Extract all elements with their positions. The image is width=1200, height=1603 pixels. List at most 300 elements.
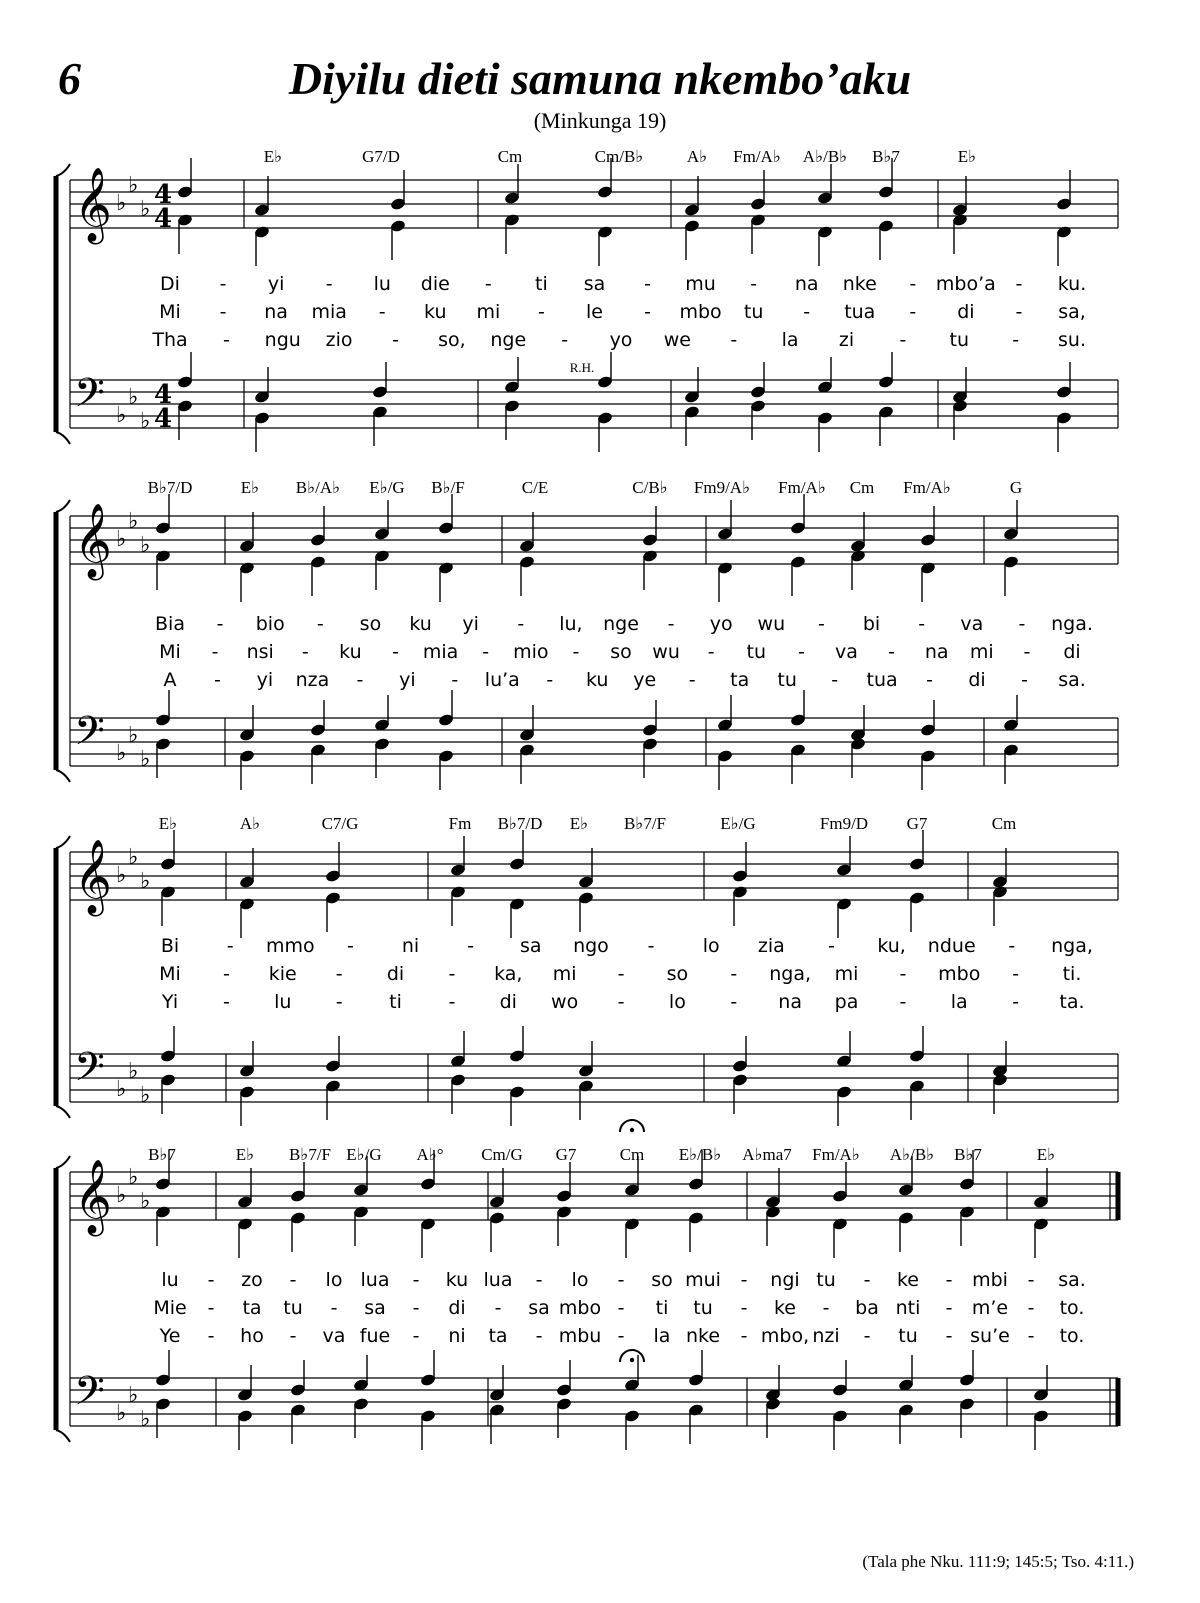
- lyric-syllable: su’e: [970, 1325, 1010, 1347]
- lyric-syllable: -: [831, 669, 839, 691]
- lyric-syllable: -: [325, 273, 333, 295]
- lyric-syllable: -: [909, 273, 917, 295]
- lyric-syllable: sa,: [1058, 301, 1086, 323]
- lyric-syllable: mi: [834, 963, 859, 985]
- hymn-number: 6: [58, 53, 81, 104]
- lyric-syllable: -: [484, 273, 492, 295]
- chord-symbol: G7: [906, 814, 928, 833]
- lyric-syllable: -: [572, 641, 580, 663]
- lyric-syllable: tu: [777, 669, 797, 691]
- lyric-syllable: -: [1015, 273, 1023, 295]
- chord-symbol: E♭: [569, 814, 589, 833]
- lyric-syllable: tua: [866, 669, 898, 691]
- lyric-syllable: -: [378, 301, 386, 323]
- lyric-syllable: ni: [448, 1325, 466, 1347]
- lyric-syllable: le: [585, 301, 603, 323]
- system-bracket: [56, 1106, 70, 1118]
- chord-symbol: E♭/G: [369, 478, 405, 497]
- lyric-syllable: di: [968, 669, 986, 691]
- lyric-syllable: -: [750, 273, 758, 295]
- chord-symbol: B♭7/F: [623, 814, 667, 833]
- lyric-syllable: nke: [842, 273, 877, 295]
- lyric-syllable: -: [828, 935, 835, 957]
- flat-icon: ♭: [116, 527, 127, 552]
- lyric-syllable: -: [707, 641, 715, 663]
- lyric-syllable: we: [663, 329, 691, 351]
- lyric-syllable: tu: [949, 329, 969, 351]
- lyric-syllable: -: [517, 613, 525, 635]
- lyric-syllable: -: [330, 1297, 338, 1319]
- system-bracket: [56, 500, 70, 512]
- lyric-syllable: -: [797, 641, 805, 663]
- chord-symbol: E♭/G: [720, 814, 756, 833]
- lyric-syllable: sa.: [1058, 1269, 1086, 1291]
- lyric-syllable: so: [359, 613, 382, 635]
- lyric-syllable: ku: [409, 613, 432, 635]
- lyric-syllable: su.: [1058, 329, 1086, 351]
- lyric-syllable: -: [226, 935, 234, 957]
- lyric-syllable: -: [730, 329, 738, 351]
- lyric-syllable: nke: [685, 1325, 721, 1347]
- lyric-syllable: -: [945, 1325, 953, 1347]
- fermata-icon: [630, 1128, 634, 1132]
- lyric-syllable: -: [899, 991, 907, 1013]
- lyric-syllable: mi: [476, 301, 501, 323]
- lyric-syllable: -: [222, 963, 230, 985]
- lyric-syllable: Tha: [152, 329, 188, 351]
- lyric-syllable: -: [561, 329, 569, 351]
- lyric-syllable: -: [222, 991, 230, 1013]
- lyric-syllable: -: [335, 991, 343, 1013]
- lyric-syllable: mia: [311, 301, 347, 323]
- lyric-syllable: tua: [844, 301, 876, 323]
- lyric-syllable: -: [803, 301, 811, 323]
- chord-symbol: E♭/G: [346, 1145, 382, 1164]
- lyric-syllable: ngi: [770, 1269, 800, 1291]
- lyric-syllable: -: [1021, 669, 1028, 691]
- lyric-syllable: zia: [757, 935, 785, 957]
- lyric-syllable: -: [617, 963, 625, 985]
- chord-symbol: A♭°: [416, 1145, 444, 1164]
- rh-annotation: R.H.: [569, 360, 595, 375]
- lyric-syllable: bio: [255, 613, 285, 635]
- lyric-syllable: mbo: [679, 301, 722, 323]
- lyric-syllable: mio: [513, 641, 549, 663]
- flat-icon: ♭: [116, 403, 127, 428]
- chord-symbol: C/E: [521, 478, 549, 497]
- lyric-syllable: -: [412, 1297, 420, 1319]
- lyric-syllable: -: [730, 963, 738, 985]
- lyric-syllable: -: [1027, 1325, 1035, 1347]
- lyric-syllable: -: [219, 301, 227, 323]
- chord-symbol: Fm9/A♭: [693, 478, 751, 497]
- lyric-syllable: -: [537, 301, 545, 323]
- lyric-syllable: -: [546, 669, 554, 691]
- lyric-syllable: yi: [462, 613, 479, 635]
- hymn-title: Diyilu dieti samuna nkembo’aku: [288, 53, 912, 104]
- lyric-syllable: lu: [373, 273, 391, 295]
- system-bracket: [56, 770, 70, 782]
- lyric-syllable: ku,: [877, 935, 906, 957]
- bass-clef-icon: 𝄢: [74, 370, 105, 426]
- lyric-syllable: -: [392, 329, 399, 351]
- flat-icon: ♭: [128, 845, 139, 870]
- lyric-syllable: -: [1012, 991, 1020, 1013]
- lyric-syllable: nge: [603, 613, 639, 635]
- lyric-syllable: di: [1063, 641, 1081, 663]
- flat-icon: ♭: [140, 1189, 151, 1214]
- lyric-syllable: nzi: [812, 1325, 840, 1347]
- lyric-syllable: la: [781, 329, 799, 351]
- chord-symbol: B♭7: [954, 1145, 982, 1164]
- lyric-syllable: ta.: [1059, 991, 1085, 1013]
- chord-symbol: E♭: [240, 478, 260, 497]
- system-bracket: [56, 164, 70, 176]
- lyric-syllable: -: [392, 641, 399, 663]
- chord-symbol: E♭: [957, 147, 977, 166]
- lyric-syllable: ku: [586, 669, 609, 691]
- lyric-syllable: -: [909, 301, 917, 323]
- lyric-syllable: mia: [422, 641, 459, 663]
- lyric-syllable: na: [924, 641, 949, 663]
- lyric-syllable: -: [412, 1325, 420, 1347]
- lyric-syllable: nza: [295, 669, 330, 691]
- lyric-syllable: -: [301, 641, 309, 663]
- lyric-syllable: tu: [743, 301, 764, 323]
- flat-icon: ♭: [116, 191, 127, 216]
- system-bracket: [56, 432, 70, 444]
- lyric-syllable: Mi: [159, 301, 181, 323]
- lyric-syllable: mui: [685, 1269, 721, 1291]
- lyric-syllable: -: [926, 669, 934, 691]
- lyric-syllable: tu: [898, 1325, 918, 1347]
- lyric-syllable: lo: [325, 1269, 343, 1291]
- system-bracket: [56, 1156, 70, 1168]
- lyric-syllable: lo: [702, 935, 720, 957]
- lyric-syllable: -: [740, 1325, 748, 1347]
- lyric-syllable: wu: [757, 613, 786, 635]
- lyric-syllable: Bi: [160, 935, 180, 957]
- lyric-syllable: ni: [401, 935, 420, 957]
- chord-symbol: C7/G: [321, 814, 359, 833]
- lyric-syllable: zio: [325, 329, 353, 351]
- lyric-syllable: -: [451, 669, 459, 691]
- chord-symbol: E♭: [235, 1145, 255, 1164]
- lyric-syllable: ta: [242, 1297, 262, 1319]
- flat-icon: ♭: [128, 1059, 139, 1084]
- lyric-syllable: -: [888, 641, 896, 663]
- lyric-syllable: -: [289, 1325, 297, 1347]
- lyric-syllable: ka,: [494, 963, 523, 985]
- lyric-syllable: -: [207, 1269, 215, 1291]
- lyric-syllable: sa.: [1058, 669, 1086, 691]
- treble-clef-icon: 𝄞: [74, 1160, 112, 1234]
- lyric-syllable: nga,: [1051, 935, 1093, 957]
- lyric-syllable: Di: [160, 273, 180, 295]
- lyric-syllable: di: [957, 301, 975, 323]
- lyric-syllable: wu: [652, 641, 680, 663]
- lyric-syllable: va: [322, 1325, 346, 1347]
- lyric-syllable: nti: [895, 1297, 921, 1319]
- lyric-syllable: so: [651, 1269, 673, 1291]
- flat-icon: ♭: [116, 741, 127, 766]
- lyric-syllable: A: [163, 669, 177, 691]
- chord-symbol: Cm: [991, 814, 1017, 833]
- lyric-syllable: mbo,: [760, 1325, 810, 1347]
- chord-symbol: Cm/B♭: [594, 147, 644, 166]
- lyric-syllable: lu: [161, 1269, 179, 1291]
- lyric-syllable: -: [617, 1269, 625, 1291]
- lyric-syllable: ti.: [1062, 963, 1082, 985]
- lyric-syllable: zi: [838, 329, 855, 351]
- flat-icon: ♭: [140, 197, 151, 222]
- lyric-syllable: ti: [389, 991, 402, 1013]
- lyric-syllable: -: [740, 1269, 748, 1291]
- lyric-syllable: na: [794, 273, 819, 295]
- lyric-syllable: -: [667, 613, 675, 635]
- lyric-syllable: lu: [274, 991, 292, 1013]
- chord-symbol: A♭: [686, 147, 708, 166]
- treble-clef-icon: 𝄞: [74, 504, 112, 578]
- time-signature: 4: [154, 204, 173, 234]
- bass-clef-icon: 𝄢: [74, 1044, 105, 1100]
- chord-symbol: A♭/B♭: [889, 1145, 935, 1164]
- lyric-syllable: -: [1012, 329, 1020, 351]
- lyric-syllable: -: [316, 613, 324, 635]
- lyric-syllable: di: [448, 1297, 466, 1319]
- lyric-syllable: lo: [571, 1269, 589, 1291]
- lyric-syllable: -: [535, 1269, 543, 1291]
- chord-symbol: Cm: [619, 1145, 645, 1164]
- lyric-syllable: -: [448, 991, 456, 1013]
- lyric-syllable: sa: [528, 1297, 550, 1319]
- flat-icon: ♭: [116, 1077, 127, 1102]
- hymn-subtitle: (Minkunga 19): [533, 108, 667, 133]
- chord-symbol: Cm: [849, 478, 875, 497]
- lyric-syllable: sa: [583, 273, 606, 295]
- lyric-syllable: bi: [862, 613, 881, 635]
- chord-symbol: B♭7/D: [497, 814, 543, 833]
- lyric-syllable: -: [214, 669, 221, 691]
- lyric-syllable: -: [289, 1269, 297, 1291]
- lyric-syllable: -: [219, 273, 227, 295]
- lyric-syllable: mbi: [972, 1269, 1008, 1291]
- lyric-syllable: mu: [685, 273, 716, 295]
- lyric-syllable: ngo: [573, 935, 609, 957]
- treble-clef-icon: 𝄞: [74, 840, 112, 914]
- lyric-syllable: kie: [268, 963, 297, 985]
- chord-symbol: A♭: [239, 814, 261, 833]
- chord-symbol: E♭: [1036, 1145, 1056, 1164]
- chord-symbol: C/B♭: [632, 478, 668, 497]
- lyric-syllable: -: [688, 669, 696, 691]
- lyric-syllable: lo: [668, 991, 686, 1013]
- lyric-syllable: pa: [834, 991, 859, 1013]
- chord-symbol: B♭7: [148, 1145, 176, 1164]
- lyric-syllable: mbo’a: [935, 273, 996, 295]
- lyric-syllable: die: [420, 273, 450, 295]
- lyric-syllable: ku: [445, 1269, 469, 1291]
- chord-symbol: Fm/A♭: [778, 478, 826, 497]
- lyric-syllable: -: [644, 301, 651, 323]
- chord-symbol: B♭7/D: [147, 478, 193, 497]
- chord-symbol: B♭/F: [431, 478, 465, 497]
- lyric-syllable: ndue: [927, 935, 976, 957]
- lyric-syllable: -: [818, 613, 825, 635]
- lyric-syllable: -: [1015, 301, 1023, 323]
- lyric-syllable: va: [835, 641, 858, 663]
- chord-symbol: G7: [555, 1145, 577, 1164]
- lyric-syllable: mbo: [938, 963, 981, 985]
- flat-icon: ♭: [128, 509, 139, 534]
- lyric-syllable: -: [617, 1325, 625, 1347]
- lyric-syllable: nge: [490, 329, 527, 351]
- flat-icon: ♭: [140, 747, 151, 772]
- lyric-syllable: mi: [969, 641, 994, 663]
- lyric-syllable: ta: [488, 1325, 508, 1347]
- flat-icon: ♭: [116, 863, 127, 888]
- lyric-syllable: m’e: [971, 1297, 1009, 1319]
- flat-icon: ♭: [116, 1401, 127, 1426]
- chord-symbol: B♭/A♭: [295, 478, 341, 497]
- lyric-syllable: ti: [535, 273, 548, 295]
- lyric-syllable: Yi: [161, 991, 179, 1013]
- lyric-syllable: -: [899, 329, 907, 351]
- lyric-syllable: Ye: [159, 1325, 181, 1347]
- lyric-syllable: nga.: [1051, 613, 1093, 635]
- lyric-syllable: ku.: [1057, 273, 1087, 295]
- chord-symbol: E♭: [158, 814, 178, 833]
- lyric-syllable: -: [1012, 963, 1020, 985]
- bass-clef-icon: 𝄢: [74, 708, 105, 764]
- lyric-syllable: -: [494, 1297, 502, 1319]
- lyric-syllable: fue: [359, 1325, 391, 1347]
- lyric-syllable: sa: [364, 1297, 386, 1319]
- lyric-syllable: yi: [399, 669, 416, 691]
- lyric-syllable: -: [335, 963, 343, 985]
- lyric-syllable: lua: [360, 1269, 390, 1291]
- lyric-syllable: mi: [552, 963, 577, 985]
- lyric-syllable: -: [211, 641, 219, 663]
- lyric-syllable: wo: [551, 991, 579, 1013]
- fermata-icon: [630, 1358, 634, 1362]
- flat-icon: ♭: [128, 723, 139, 748]
- lyric-syllable: -: [1018, 613, 1026, 635]
- lyric-syllable: -: [945, 1269, 953, 1291]
- lyric-syllable: to.: [1059, 1297, 1085, 1319]
- flat-icon: ♭: [140, 533, 151, 558]
- lyric-syllable: -: [467, 935, 475, 957]
- chord-symbol: G7/D: [362, 147, 400, 166]
- lyric-syllable: -: [740, 1297, 748, 1319]
- scripture-reference: (Tala phe Nku. 111:9; 145:5; Tso. 4:11.): [862, 1552, 1134, 1571]
- flat-icon: ♭: [140, 409, 151, 434]
- lyric-syllable: ngu: [264, 329, 301, 351]
- lyric-syllable: so: [666, 963, 689, 985]
- lyric-syllable: Mi: [159, 641, 181, 663]
- lyric-syllable: lu,: [559, 613, 583, 635]
- chord-symbol: E♭: [263, 147, 283, 166]
- lyric-syllable: lua: [483, 1269, 513, 1291]
- lyric-syllable: yo: [609, 329, 633, 351]
- lyric-syllable: ke: [896, 1269, 920, 1291]
- lyric-syllable: tu: [693, 1297, 713, 1319]
- lyric-syllable: -: [918, 613, 926, 635]
- chord-symbol: A♭ma7: [742, 1145, 792, 1164]
- lyric-syllable: -: [863, 1325, 871, 1347]
- chord-symbol: Fm/A♭: [812, 1145, 860, 1164]
- lyric-syllable: tu: [746, 641, 767, 663]
- flat-icon: ♭: [140, 1083, 151, 1108]
- treble-clef-icon: 𝄞: [74, 168, 112, 242]
- chord-symbol: Fm/A♭: [903, 478, 951, 497]
- lyric-syllable: -: [412, 1269, 420, 1291]
- system-bracket: [56, 1430, 70, 1442]
- flat-icon: ♭: [128, 385, 139, 410]
- lyric-syllable: ho: [240, 1325, 264, 1347]
- lyric-syllable: -: [1023, 641, 1031, 663]
- flat-icon: ♭: [116, 1183, 127, 1208]
- lyric-syllable: -: [222, 329, 230, 351]
- lyric-syllable: sa: [520, 935, 542, 957]
- lyric-syllable: yi: [256, 669, 274, 691]
- lyric-syllable: zo: [241, 1269, 263, 1291]
- lyric-syllable: so: [610, 641, 632, 663]
- chord-symbol: E♭/B♭: [678, 1145, 722, 1164]
- bass-clef-icon: 𝄢: [74, 1368, 105, 1424]
- lyric-syllable: -: [482, 641, 490, 663]
- lyric-syllable: di: [499, 991, 517, 1013]
- lyric-syllable: nga,: [769, 963, 812, 985]
- lyric-syllable: yi: [267, 273, 285, 295]
- lyric-syllable: -: [617, 991, 625, 1013]
- lyric-syllable: yo: [709, 613, 733, 635]
- chord-symbol: A♭/B♭: [802, 147, 848, 166]
- lyric-syllable: -: [216, 613, 224, 635]
- lyric-syllable: -: [647, 935, 655, 957]
- chord-symbol: Fm: [448, 814, 472, 833]
- lyric-syllable: ye: [633, 669, 657, 691]
- lyric-syllable: -: [356, 669, 364, 691]
- flat-icon: ♭: [140, 869, 151, 894]
- chord-symbol: Cm: [497, 147, 523, 166]
- time-signature: 4: [154, 380, 173, 410]
- lyric-syllable: mbo: [558, 1297, 602, 1319]
- lyric-syllable: ku: [339, 641, 362, 663]
- flat-icon: ♭: [128, 1383, 139, 1408]
- lyric-syllable: di: [386, 963, 405, 985]
- lyric-syllable: ta: [730, 669, 750, 691]
- lyric-syllable: mmo: [265, 935, 315, 957]
- lyric-syllable: na: [264, 301, 288, 323]
- lyric-syllable: -: [863, 1269, 871, 1291]
- lyric-syllable: la: [653, 1325, 671, 1347]
- lyric-syllable: ba: [855, 1297, 879, 1319]
- lyric-syllable: -: [730, 991, 738, 1013]
- chord-symbol: G: [1009, 478, 1023, 497]
- lyric-syllable: -: [899, 963, 907, 985]
- lyric-syllable: ke: [773, 1297, 797, 1319]
- lyric-syllable: nsi: [246, 641, 274, 663]
- lyric-syllable: to.: [1059, 1325, 1085, 1347]
- lyric-syllable: -: [448, 963, 456, 985]
- chord-symbol: Fm9/D: [819, 814, 869, 833]
- lyric-syllable: -: [535, 1325, 543, 1347]
- chord-symbol: Fm/A♭: [733, 147, 781, 166]
- chord-symbol: Cm/G: [481, 1145, 523, 1164]
- flat-icon: ♭: [140, 1407, 151, 1432]
- lyric-syllable: na: [778, 991, 802, 1013]
